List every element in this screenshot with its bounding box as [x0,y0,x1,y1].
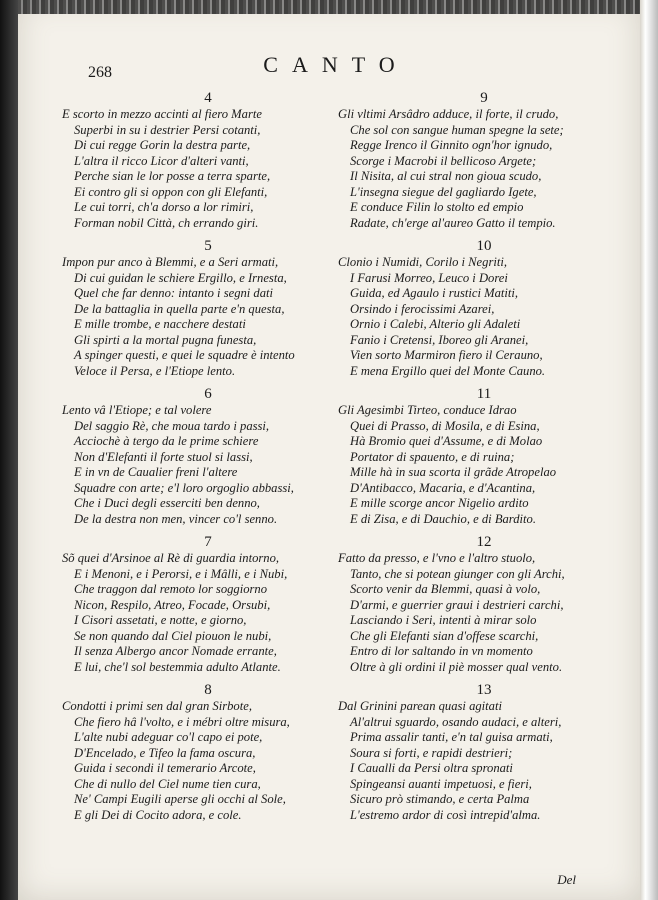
catchword: Del [557,872,576,887]
verse-line: Dal Grinini parean quasi agitati [338,699,502,713]
verse-line: Non d'Elefanti il forte stuol si lassi, [74,449,253,464]
verse-line: E conduce Filin lo stolto ed empio [350,200,524,214]
stanza-number: 7 [204,534,212,550]
verse-line: Gli spirti a la mortal pugna funesta, [74,332,257,347]
verse-line: Che traggon dal remoto lor soggiorno [74,582,267,596]
verse-line: L'estremo ardor di così intrepid'alma. [350,807,541,822]
verse-line: L'alte nubi adeguar co'l capo ei pote, [74,730,263,744]
stanza-number: 6 [204,386,212,402]
verse-line: Che fiero hâ l'volto, e i mébri oltre misura, [74,714,290,729]
stanza-number: 12 [476,534,492,550]
verse-line: E mille scorge ancor Nigelio ardito [350,496,529,510]
verse-line: I Farusi Morreo, Leuco i Dorei [350,270,508,285]
verse-line: Del saggio Rè, che moua tardo i passi, [74,418,270,433]
verse-line: Che di nullo del Ciel nume tien cura, [74,776,261,791]
running-head: CANTO [263,52,409,77]
verse-line: Fanio i Cretensi, Iboreo gli Aranei, [350,332,529,347]
adjacent-page-edge [0,0,18,900]
stanza [62,534,354,675]
verse-line: Mille hà in sua scorta il grãde Atropelao [350,465,557,479]
stanza [338,682,630,823]
verse-line: Oltre à gli ordini il piè mosser qual vento. [350,659,563,674]
verse-line: Gli vltimi Arsâdro adduce, il forte, il crudo, [338,107,559,121]
verse-line: Sõ quei d'Arsinoe al Rè di guardia intorno, [62,551,280,565]
verse-line: E mille trombe, e nacchere destati [74,317,246,331]
verse-line: Che i Duci degli esserciti ben denno, [74,496,260,510]
verse-line: De la destra non men, vincer co'l senno. [74,511,278,526]
verse-line: Quei di Prasso, di Mosila, e di Esina, [350,418,540,433]
verse-line: L'insegna siegue del gagliardo Igete, [350,184,537,199]
verse-line: Portator di spauento, e di ruina; [350,449,515,464]
verse-line: Nicon, Respilo, Atreo, Focade, Orsubi, [74,597,271,612]
verse-line: L'altra il ricco Licor d'alteri vanti, [74,153,249,168]
page-edge-shadow [640,0,658,900]
top-page-edge [18,0,640,14]
verse-line: Al'altrui sguardo, osando audaci, e alteri, [350,714,562,729]
stanza [62,238,354,379]
verse-line: Orsindo i ferocissimi Azarei, [350,301,495,316]
verse-line: E lui, che'l sol bestemmia adulto Atlante. [74,659,281,674]
stanza [338,534,630,675]
book-page [18,0,640,900]
verse-line: E scorto in mezzo accinti al fiero Marte [62,107,262,121]
verse-line: E di Zisa, e di Dauchio, e di Bardito. [350,511,536,526]
verse-line: Squadre con arte; e'l loro orgoglio abbassi, [74,480,294,495]
verse-line: Il senza Albergo ancor Nomade errante, [74,644,277,658]
verse-line: Gli Agesimbi Tirteo, conduce Idrao [338,403,517,417]
verse-line: E in vn de Caualier freni l'altere [74,465,238,479]
verse-line: A spinger questi, e quei le squadre è intento [74,348,295,362]
verse-line: Sicuro prò stimando, e certa Palma [350,792,530,806]
verse-line: Quel che far denno: intanto i segni dati [74,286,274,300]
verse-line: Vien sorto Marmiron fiero il Cerauno, [350,348,543,362]
verse-line: Di cui guidan le schiere Ergillo, e Irnesta, [74,270,287,285]
verse-line: Prima assalir tanti, e'n tal guisa armati, [350,730,553,744]
verse-line: Radate, ch'erge al'aureo Gatto il tempio. [350,215,556,230]
verse-line: I Cisori assetati, e notte, e giorno, [74,613,247,627]
verse-line: Scorge i Macrobi il bellicoso Argete; [350,153,537,168]
verse-line: Scorto venir da Blemmi, quasi à volo, [350,582,541,596]
stanza-number: 11 [476,386,492,402]
verse-line: E mena Ergillo quei del Monte Cauno. [350,363,546,378]
verse-line: D'Antibacco, Macaria, e d'Acantina, [350,480,536,495]
verse-line: Impon pur anco à Blemmi, e a Seri armati, [62,255,279,269]
verse-line: Fatto da presso, e l'vno e l'altro stuolo, [338,551,536,565]
verse-line: E gli Dei di Cocito adora, e cole. [74,807,242,822]
verse-line: Il Nisita, al cui stral non gioua scudo, [350,169,542,183]
verse-line: Tanto, che si potean giunger con gli Archi, [350,566,565,581]
verse-line: Spingeansi auanti impetuosi, e fieri, [350,776,532,791]
stanza-number: 13 [476,682,492,698]
verse-line: E i Menoni, e i Perorsi, e i Mâlli, e i Nubi, [74,566,288,581]
verse-line: Che gli Elefanti sian d'offese scarchi, [350,628,539,643]
verse-line: Veloce il Persa, e l'Etiope lento. [74,363,236,378]
verse-line: Guida, ed Agaulo i rustici Matiti, [350,286,519,300]
stanza-number: 10 [476,238,492,254]
verse-line: Ne' Campi Eugili aperse gli occhi al Sole, [74,792,286,806]
verse-line: Ei contro gli si oppon con gli Elefanti, [74,184,268,199]
verse-line: I Caualli da Persi oltra spronati [350,761,513,775]
verse-line: Perche sian le lor posse a terra sparte, [74,169,271,183]
verse-line: De la battaglia in quella parte e'n questa, [74,301,285,316]
verse-line: Condotti i primi sen dal gran Sirbote, [62,699,252,713]
verse-line: Hà Bromio quei d'Assume, e di Molao [350,434,543,448]
verse-line: Le cui torri, ch'a dorso a lor rimiri, [74,200,254,214]
stanza-number: 9 [480,90,488,106]
page-number: 268 [88,64,112,81]
verse-line: Lasciando i Seri, intenti à mirar solo [350,613,537,627]
stanza-number: 4 [204,90,212,106]
stanza [338,238,630,379]
verse-line: Acciochè à tergo da le prime schiere [74,434,259,448]
stanza [62,90,354,231]
stanza-number: 8 [204,682,212,698]
verse-line: Se non quando dal Ciel piouon le nubi, [74,628,272,643]
right-column [338,90,630,830]
verse-line: Di cui regge Gorin la destra parte, [74,138,251,152]
verse-line: Ornio i Calebi, Alterio gli Adaleti [350,317,521,331]
verse-line: D'Encelado, e Tifeo la fama oscura, [74,745,256,760]
stanza [62,682,354,823]
verse-line: Forman nobil Città, ch errando giri. [74,215,259,230]
verse-line: Entro di lor saltando in vn momento [350,644,533,658]
verse-line: Superbi in su i destrier Persi cotanti, [74,122,261,137]
verse-line: Clonio i Numidi, Corilo i Negriti, [338,255,507,269]
stanza [62,386,354,527]
stanza [338,90,630,231]
verse-line: Lento vâ l'Etiope; e tal volere [62,403,212,417]
verse-line: Soura si forti, e rapidi destrieri; [350,745,513,760]
left-column [62,90,354,830]
verse-line: Guida i secondi il temerario Arcote, [74,761,256,775]
verse-line: Regge Irenco il Ginnito ogn'hor ignudo, [350,138,553,152]
verse-line: D'armi, e guerrier graui i destrieri carchi, [350,597,564,612]
stanza [338,386,630,527]
stanza-number: 5 [204,238,212,254]
verse-line: Che sol con sangue human spegne la sete; [350,122,564,137]
